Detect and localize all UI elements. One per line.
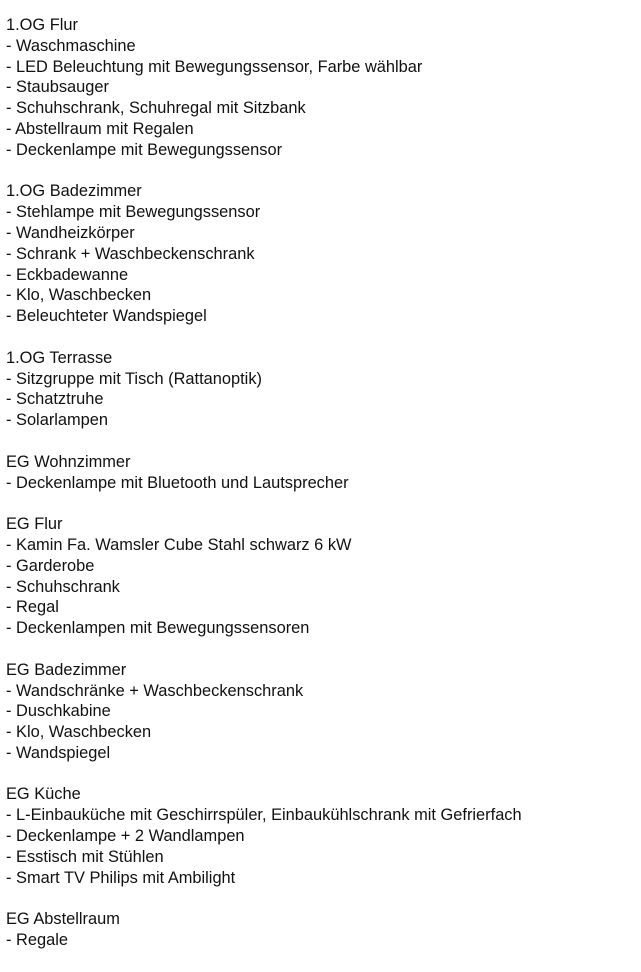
list-item: - Eckbadewanne <box>6 265 129 284</box>
section-title: 1.OG Flur <box>6 16 78 34</box>
section-title: EG Wohnzimmer <box>6 452 131 471</box>
list-item: - Deckenlampen mit Bewegungssensoren <box>6 619 310 638</box>
list-item: - Esstisch mit Stühlen <box>6 847 164 866</box>
list-item: - Waschmaschine <box>6 36 136 55</box>
list-item: - Wandspiegel <box>6 743 111 762</box>
list-item: - Abstellraum mit Regalen <box>6 119 194 138</box>
list-item: - Wandheizkörper <box>6 223 135 242</box>
list-item: - LED Beleuchtung mit Bewegungssensor, Farbe wählbar <box>6 57 423 76</box>
section-title: EG Badezimmer <box>6 660 127 679</box>
list-item: - Deckenlampe mit Bluetooth und Lautsprecher <box>6 473 349 492</box>
list-item: - Kamin Fa. Wamsler Cube Stahl schwarz 6 kW <box>6 535 352 554</box>
inventory-text-document <box>6 15 636 972</box>
section-eg-kueche <box>6 784 636 888</box>
section-1og-badezimmer <box>6 181 636 327</box>
section-eg-abstellraum <box>6 909 636 951</box>
section-title: EG Abstellraum <box>6 910 120 929</box>
list-item: - Deckenlampe mit Bewegungssensor <box>6 140 283 159</box>
list-item: - Regale <box>6 931 68 950</box>
list-item: - Schatztruhe <box>6 390 104 409</box>
list-item: - Beleuchteter Wandspiegel <box>6 307 207 326</box>
section-1og-terrasse <box>6 348 636 431</box>
list-item: - Schuhschrank, Schuhregal mit Sitzbank <box>6 99 306 118</box>
list-item: - Klo, Waschbecken <box>6 723 152 742</box>
list-item: - Stehlampe mit Bewegungssensor <box>6 203 261 222</box>
list-item: - Regal <box>6 598 59 617</box>
section-eg-badezimmer <box>6 660 636 764</box>
list-item: - L-Einbauküche mit Geschirrspüler, Einbaukühlschrank mit Gefrierfach <box>6 806 522 825</box>
section-title: 1.OG Badezimmer <box>6 182 142 201</box>
list-item: - Schuhschrank <box>6 577 120 596</box>
section-eg-flur <box>6 514 636 639</box>
section-title: EG Flur <box>6 515 63 534</box>
list-item: - Klo, Waschbecken <box>6 286 152 305</box>
list-item: - Staubsauger <box>6 78 109 97</box>
section-1og-flur <box>6 15 636 161</box>
list-item: - Solarlampen <box>6 411 109 430</box>
list-item: - Wandschränke + Waschbeckenschrank <box>6 681 304 700</box>
list-item: - Duschkabine <box>6 702 111 721</box>
list-item: - Sitzgruppe mit Tisch (Rattanoptik) <box>6 369 262 388</box>
list-item: - Garderobe <box>6 556 95 575</box>
section-title: EG Küche <box>6 785 81 804</box>
list-item: - Schrank + Waschbeckenschrank <box>6 244 255 263</box>
list-item: - Deckenlampe + 2 Wandlampen <box>6 827 245 846</box>
section-eg-wohnzimmer <box>6 452 636 494</box>
section-title: 1.OG Terrasse <box>6 348 113 367</box>
list-item: - Smart TV Philips mit Ambilight <box>6 868 236 887</box>
